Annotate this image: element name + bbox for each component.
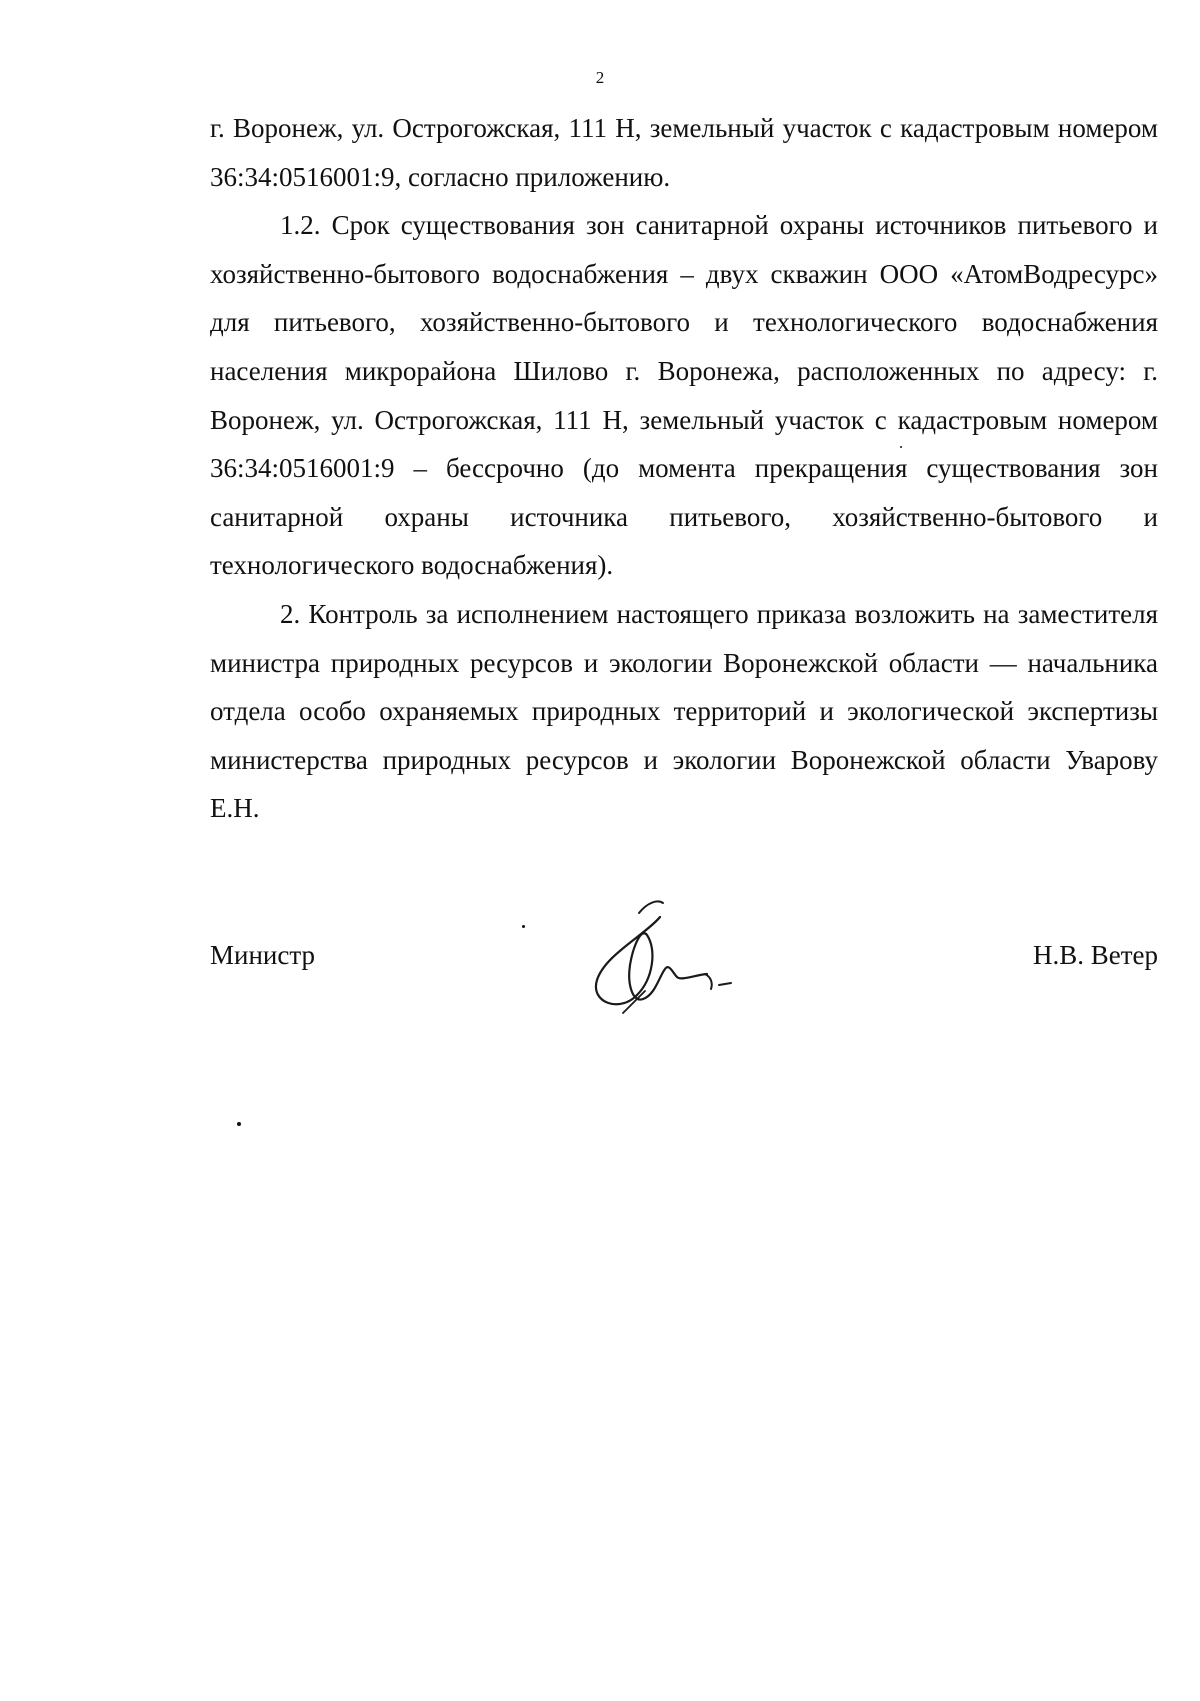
paragraph-continuation: г. Воронеж, ул. Острогожская, 111 Н, земельный участок с кадастровым номером 36:34:0516001:9, согласно приложению. bbox=[210, 113, 1158, 192]
signatory-name: Н.В. Ветер bbox=[1032, 940, 1158, 970]
page-number: 2 bbox=[595, 68, 605, 87]
scan-speck bbox=[900, 446, 902, 448]
signatory-title: Министр bbox=[210, 940, 315, 970]
scan-speck bbox=[237, 1122, 241, 1126]
scan-speck bbox=[522, 925, 525, 928]
document-body bbox=[210, 104, 1158, 833]
handwritten-signature bbox=[585, 895, 765, 1020]
paragraph-item-2: 2. Контроль за исполнением настоящего приказа возложить на заместителя министра природных ресурсов и экологии Воронежской области — начальника отдела особо охраняемых природных территорий и экологической экспертизы министерства природных ресурсов и экологии Воронежской области Уварову Е.Н. bbox=[210, 598, 1158, 824]
paragraph-item-1-2: 1.2. Срок существования зон санитарной охраны источников питьевого и хозяйственно-бытового водоснабжения – двух скважин ООО «АтомВодресурс» для питьевого, хозяйственно-бытового и технологического водоснабжения населения микрорайона Шилово г. Воронежа, расположенных по адресу: г. Воронеж, ул. Острогожская, 111 Н, земельный участок с кадастровым номером 36:34:0516001:9 – бессрочно (до момента прекращения существования зон санитарной охраны источника питьевого, хозяйственно-бытового и технологического водоснабжения). bbox=[210, 210, 1158, 581]
